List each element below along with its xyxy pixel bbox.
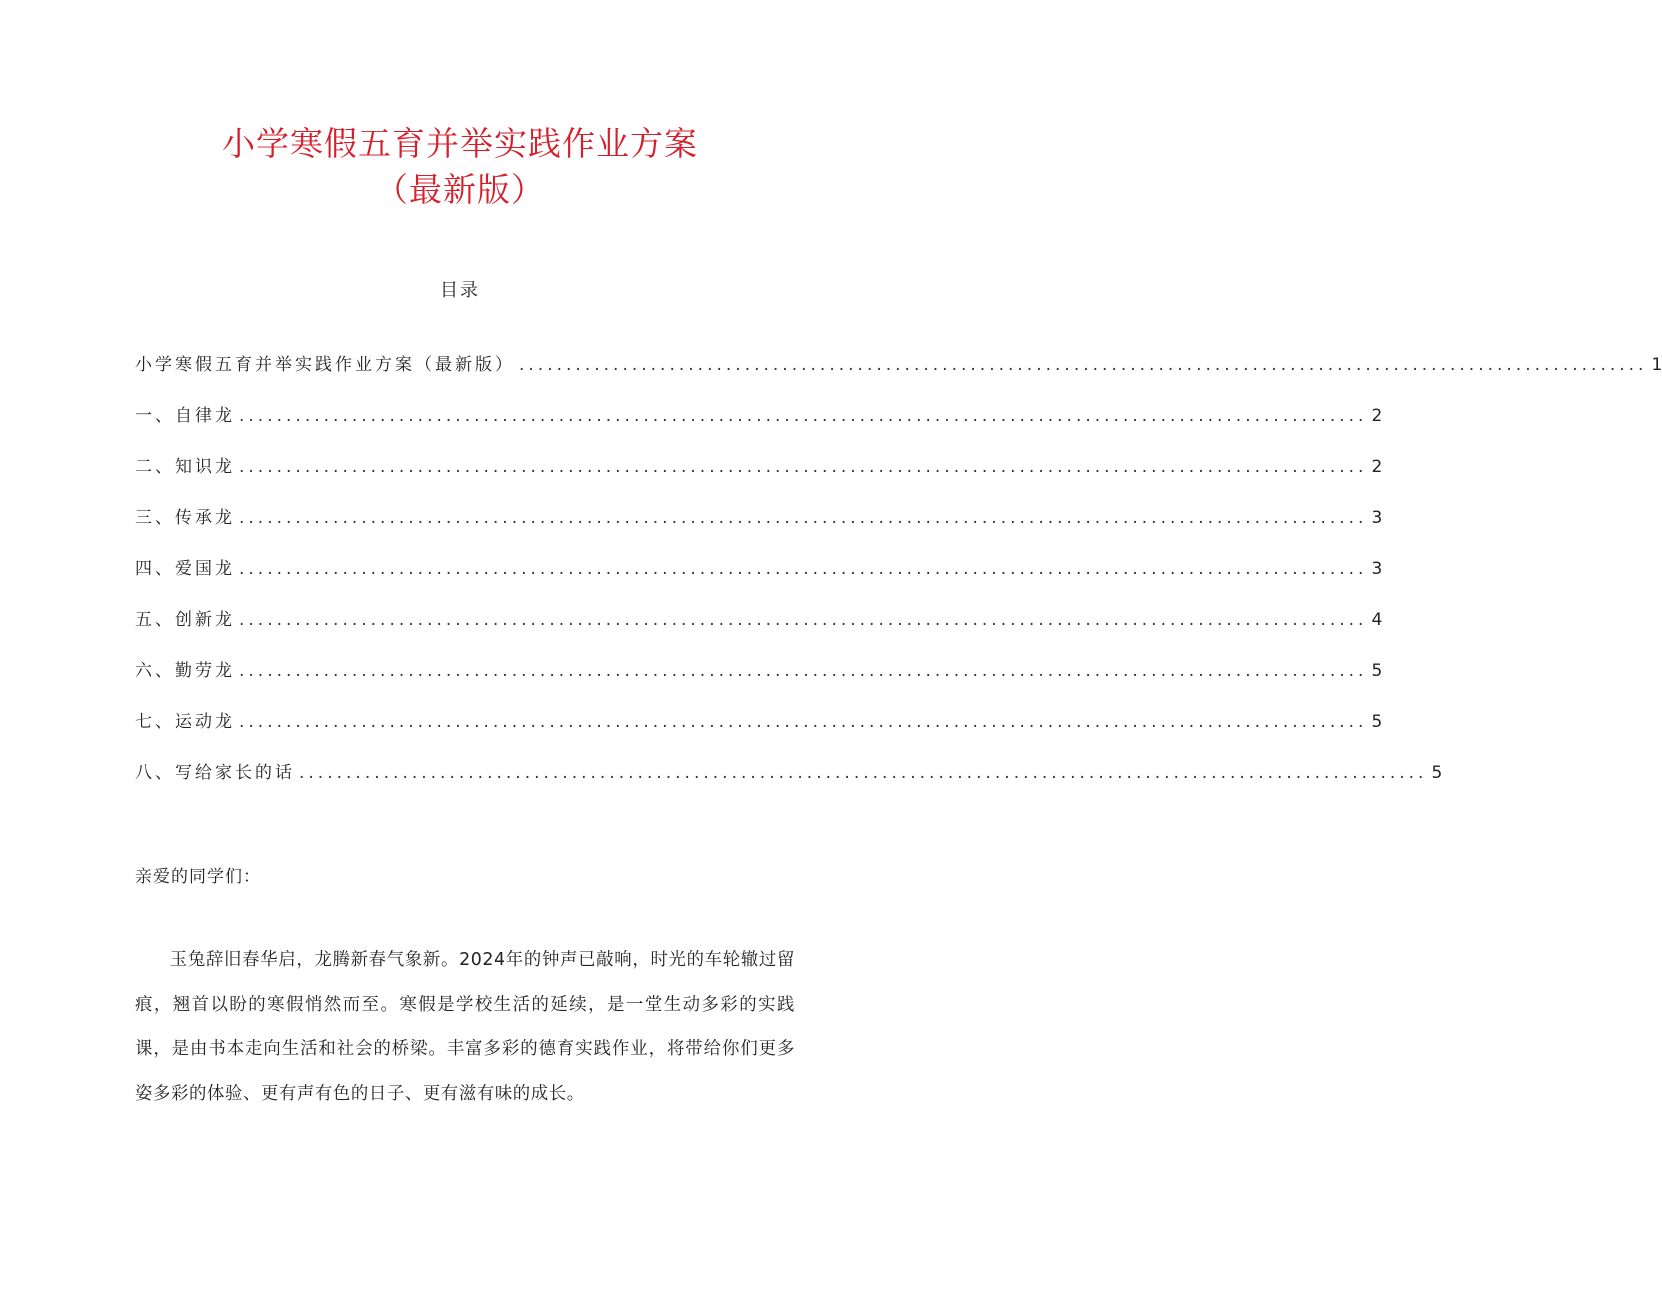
toc-entry-label: 小学寒假五育并举实践作业方案（最新版） bbox=[135, 355, 515, 375]
toc-entry-label: 八、写给家长的话 bbox=[135, 763, 295, 783]
toc-entry-page: 4 bbox=[1371, 610, 1383, 630]
toc-entry[interactable] bbox=[135, 579, 1383, 630]
toc-entry[interactable] bbox=[135, 324, 1662, 375]
toc-entry-page: 5 bbox=[1371, 712, 1383, 732]
toc-entry-page: 5 bbox=[1431, 763, 1443, 783]
table-of-contents bbox=[135, 324, 1662, 783]
document-subtitle: （最新版） bbox=[375, 170, 545, 209]
toc-entry-label: 二、知识龙 bbox=[135, 457, 235, 477]
greeting: 亲爱的同学们： bbox=[135, 867, 261, 887]
toc-entry[interactable] bbox=[135, 375, 1383, 426]
toc-entry-page: 3 bbox=[1371, 508, 1383, 528]
toc-leader-dots: ........................................................................................................................ bbox=[299, 763, 1428, 783]
toc-entry-page: 5 bbox=[1371, 661, 1383, 681]
toc-entry[interactable] bbox=[135, 477, 1383, 528]
toc-leader-dots: ........................................................................................................................ bbox=[239, 559, 1368, 579]
toc-entry-label: 六、勤劳龙 bbox=[135, 661, 235, 681]
toc-leader-dots: ........................................................................................................................ bbox=[239, 610, 1368, 630]
toc-leader-dots: ........................................................................................................................ bbox=[239, 712, 1368, 732]
toc-leader-dots: ........................................................................................................................ bbox=[239, 508, 1368, 528]
toc-entry[interactable] bbox=[135, 630, 1383, 681]
toc-heading: 目录 bbox=[440, 280, 480, 301]
toc-leader-dots: ........................................................................................................................ bbox=[519, 355, 1648, 375]
toc-entry-label: 五、创新龙 bbox=[135, 610, 235, 630]
toc-entry-page: 3 bbox=[1371, 559, 1383, 579]
toc-entry[interactable] bbox=[135, 528, 1383, 579]
toc-entry-page: 2 bbox=[1371, 406, 1383, 426]
toc-leader-dots: ........................................................................................................................ bbox=[239, 457, 1368, 477]
toc-leader-dots: ........................................................................................................................ bbox=[239, 661, 1368, 681]
toc-entry[interactable] bbox=[135, 732, 1443, 783]
toc-leader-dots: ........................................................................................................................ bbox=[239, 406, 1368, 426]
body-paragraph: 玉兔辞旧春华启，龙腾新春气象新。2024年的钟声已敲响，时光的车轮辙过留痕，翘首以盼的寒假悄然而至。寒假是学校生活的延续，是一堂生动多彩的实践课，是由书本走向生活和社会的桥梁。丰富多彩的德育实践作业，将带给你们更多姿多彩的体验、更有声有色的日子、更有滋有味的成长。 bbox=[135, 950, 795, 1104]
document-title: 小学寒假五育并举实践作业方案 bbox=[222, 124, 698, 163]
toc-entry-label: 三、传承龙 bbox=[135, 508, 235, 528]
toc-entry-label: 一、自律龙 bbox=[135, 406, 235, 426]
toc-entry-page: 1 bbox=[1651, 355, 1662, 375]
toc-entry-label: 四、爱国龙 bbox=[135, 559, 235, 579]
toc-entry[interactable] bbox=[135, 426, 1383, 477]
toc-entry[interactable] bbox=[135, 681, 1383, 732]
toc-entry-label: 七、运动龙 bbox=[135, 712, 235, 732]
toc-entry-page: 2 bbox=[1371, 457, 1383, 477]
